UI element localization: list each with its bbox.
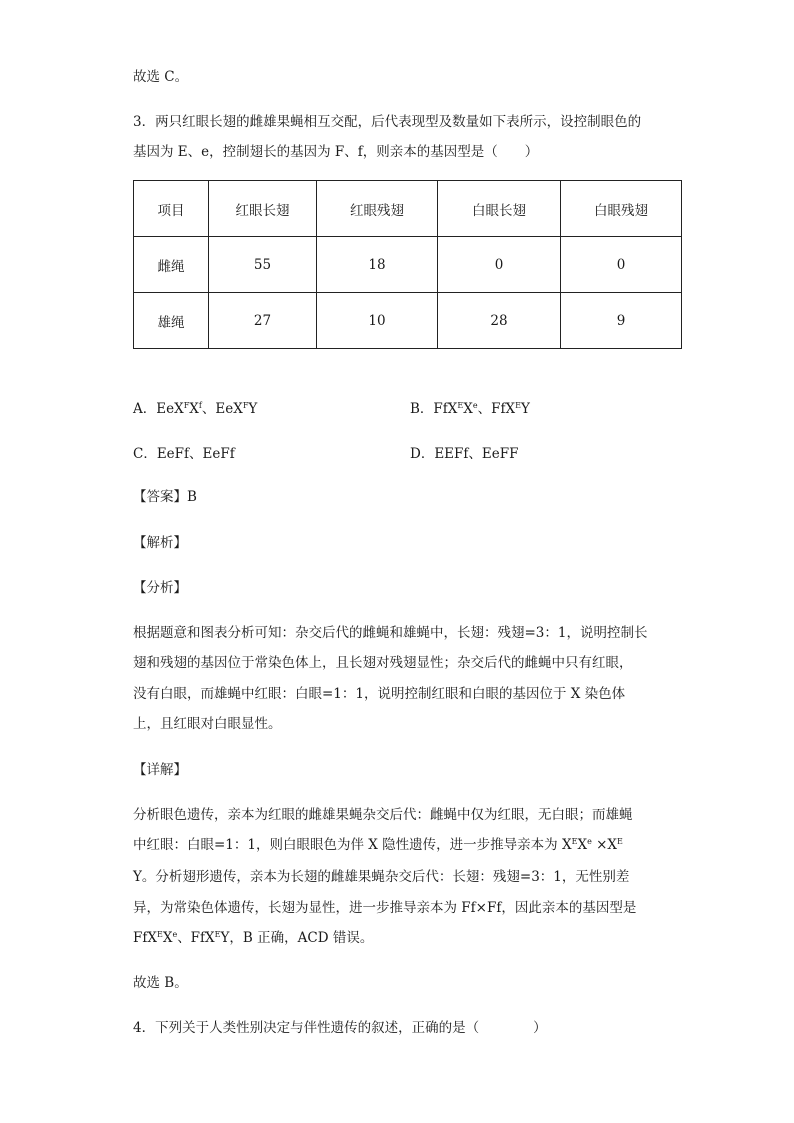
table-cell: 27 [209, 293, 317, 349]
detail-line-1: 分析眼色遗传，亲本为红眼的雌雄果蝇杂交后代：雌蝇中仅为红眼，无白眼；而雄蝇 [133, 807, 633, 823]
offspring-table [133, 180, 682, 349]
fenxi-heading: 【分析】 [133, 580, 187, 596]
table-row [134, 293, 682, 349]
detail-line-3: Y。分析翅形遗传，亲本为长翅的雌雄果蝇杂交后代：长翅：残翅=3：1，无性别差 [133, 869, 630, 885]
table-row [134, 237, 682, 293]
question-3-stem-line-2: 基因为 E、e，控制翅长的基因为 F、f，则亲本的基因型是（ ） [133, 144, 539, 160]
option-b: B．FfX$^E$Xe、FfX$^E$Y [410, 401, 530, 417]
table-cell: 18 [317, 237, 438, 293]
analysis-heading: 【解析】 [133, 535, 187, 551]
detail-line-5: FfX$^E$Xe、FfX$^E$Y，B 正确，ACD 错误。 [133, 930, 374, 946]
detail-heading: 【详解】 [133, 762, 187, 778]
table-cell: 0 [438, 237, 561, 293]
table-cell: 9 [561, 293, 682, 349]
table-cell: 28 [438, 293, 561, 349]
previous-conclusion: 故选 C。 [133, 69, 189, 85]
table-header-row [134, 181, 682, 237]
table-header-cell: 红眼残翅 [317, 181, 438, 237]
table-header-cell: 白眼残翅 [561, 181, 682, 237]
fenxi-line-1: 根据题意和图表分析可知：杂交后代的雌蝇和雄蝇中，长翅：残翅=3：1，说明控制长 [133, 625, 648, 641]
table-cell: 雌绳 [134, 237, 209, 293]
table-header-cell: 白眼长翅 [438, 181, 561, 237]
fenxi-line-4: 上，且红眼对白眼显性。 [133, 716, 282, 732]
question-3-stem-line-1: 3．两只红眼长翅的雌雄果蝇相互交配，后代表现型及数量如下表所示，设控制眼色的 [133, 114, 642, 130]
table-header-cell: 红眼长翅 [209, 181, 317, 237]
option-c: C．EeFf、EeFf [133, 446, 235, 462]
table-cell: 0 [561, 237, 682, 293]
table-cell: 雄绳 [134, 293, 209, 349]
detail-line-4: 异，为常染色体遗传，长翅为显性，进一步推导亲本为 Ff×Ff，因此亲本的基因型是 [133, 900, 637, 916]
fenxi-line-2: 翅和残翅的基因位于常染色体上，且长翅对残翅显性；杂交后代的雌蝇中只有红眼， [133, 655, 633, 671]
fenxi-line-3: 没有白眼，而雄蝇中红眼：白眼=1：1，说明控制红眼和白眼的基因位于 X 染色体 [133, 686, 626, 702]
question-4-stem: 4．下列关于人类性别决定与伴性遗传的叙述，正确的是（ ） [133, 1020, 547, 1036]
table-cell: 10 [317, 293, 438, 349]
option-d: D．EEFf、EeFF [410, 446, 519, 462]
conclusion: 故选 B。 [133, 975, 188, 991]
table-cell: 55 [209, 237, 317, 293]
option-a: A．$EeX^FX^f$、EeX$^F$Y [133, 401, 258, 417]
table-header-cell: 项目 [134, 181, 209, 237]
detail-line-2: 中红眼：白眼=1：1，则白眼眼色为伴 X 隐性遗传，进一步推导亲本为 $X^EX^e \times X^E$ [133, 837, 623, 853]
answer-line: 【答案】B [133, 489, 197, 505]
